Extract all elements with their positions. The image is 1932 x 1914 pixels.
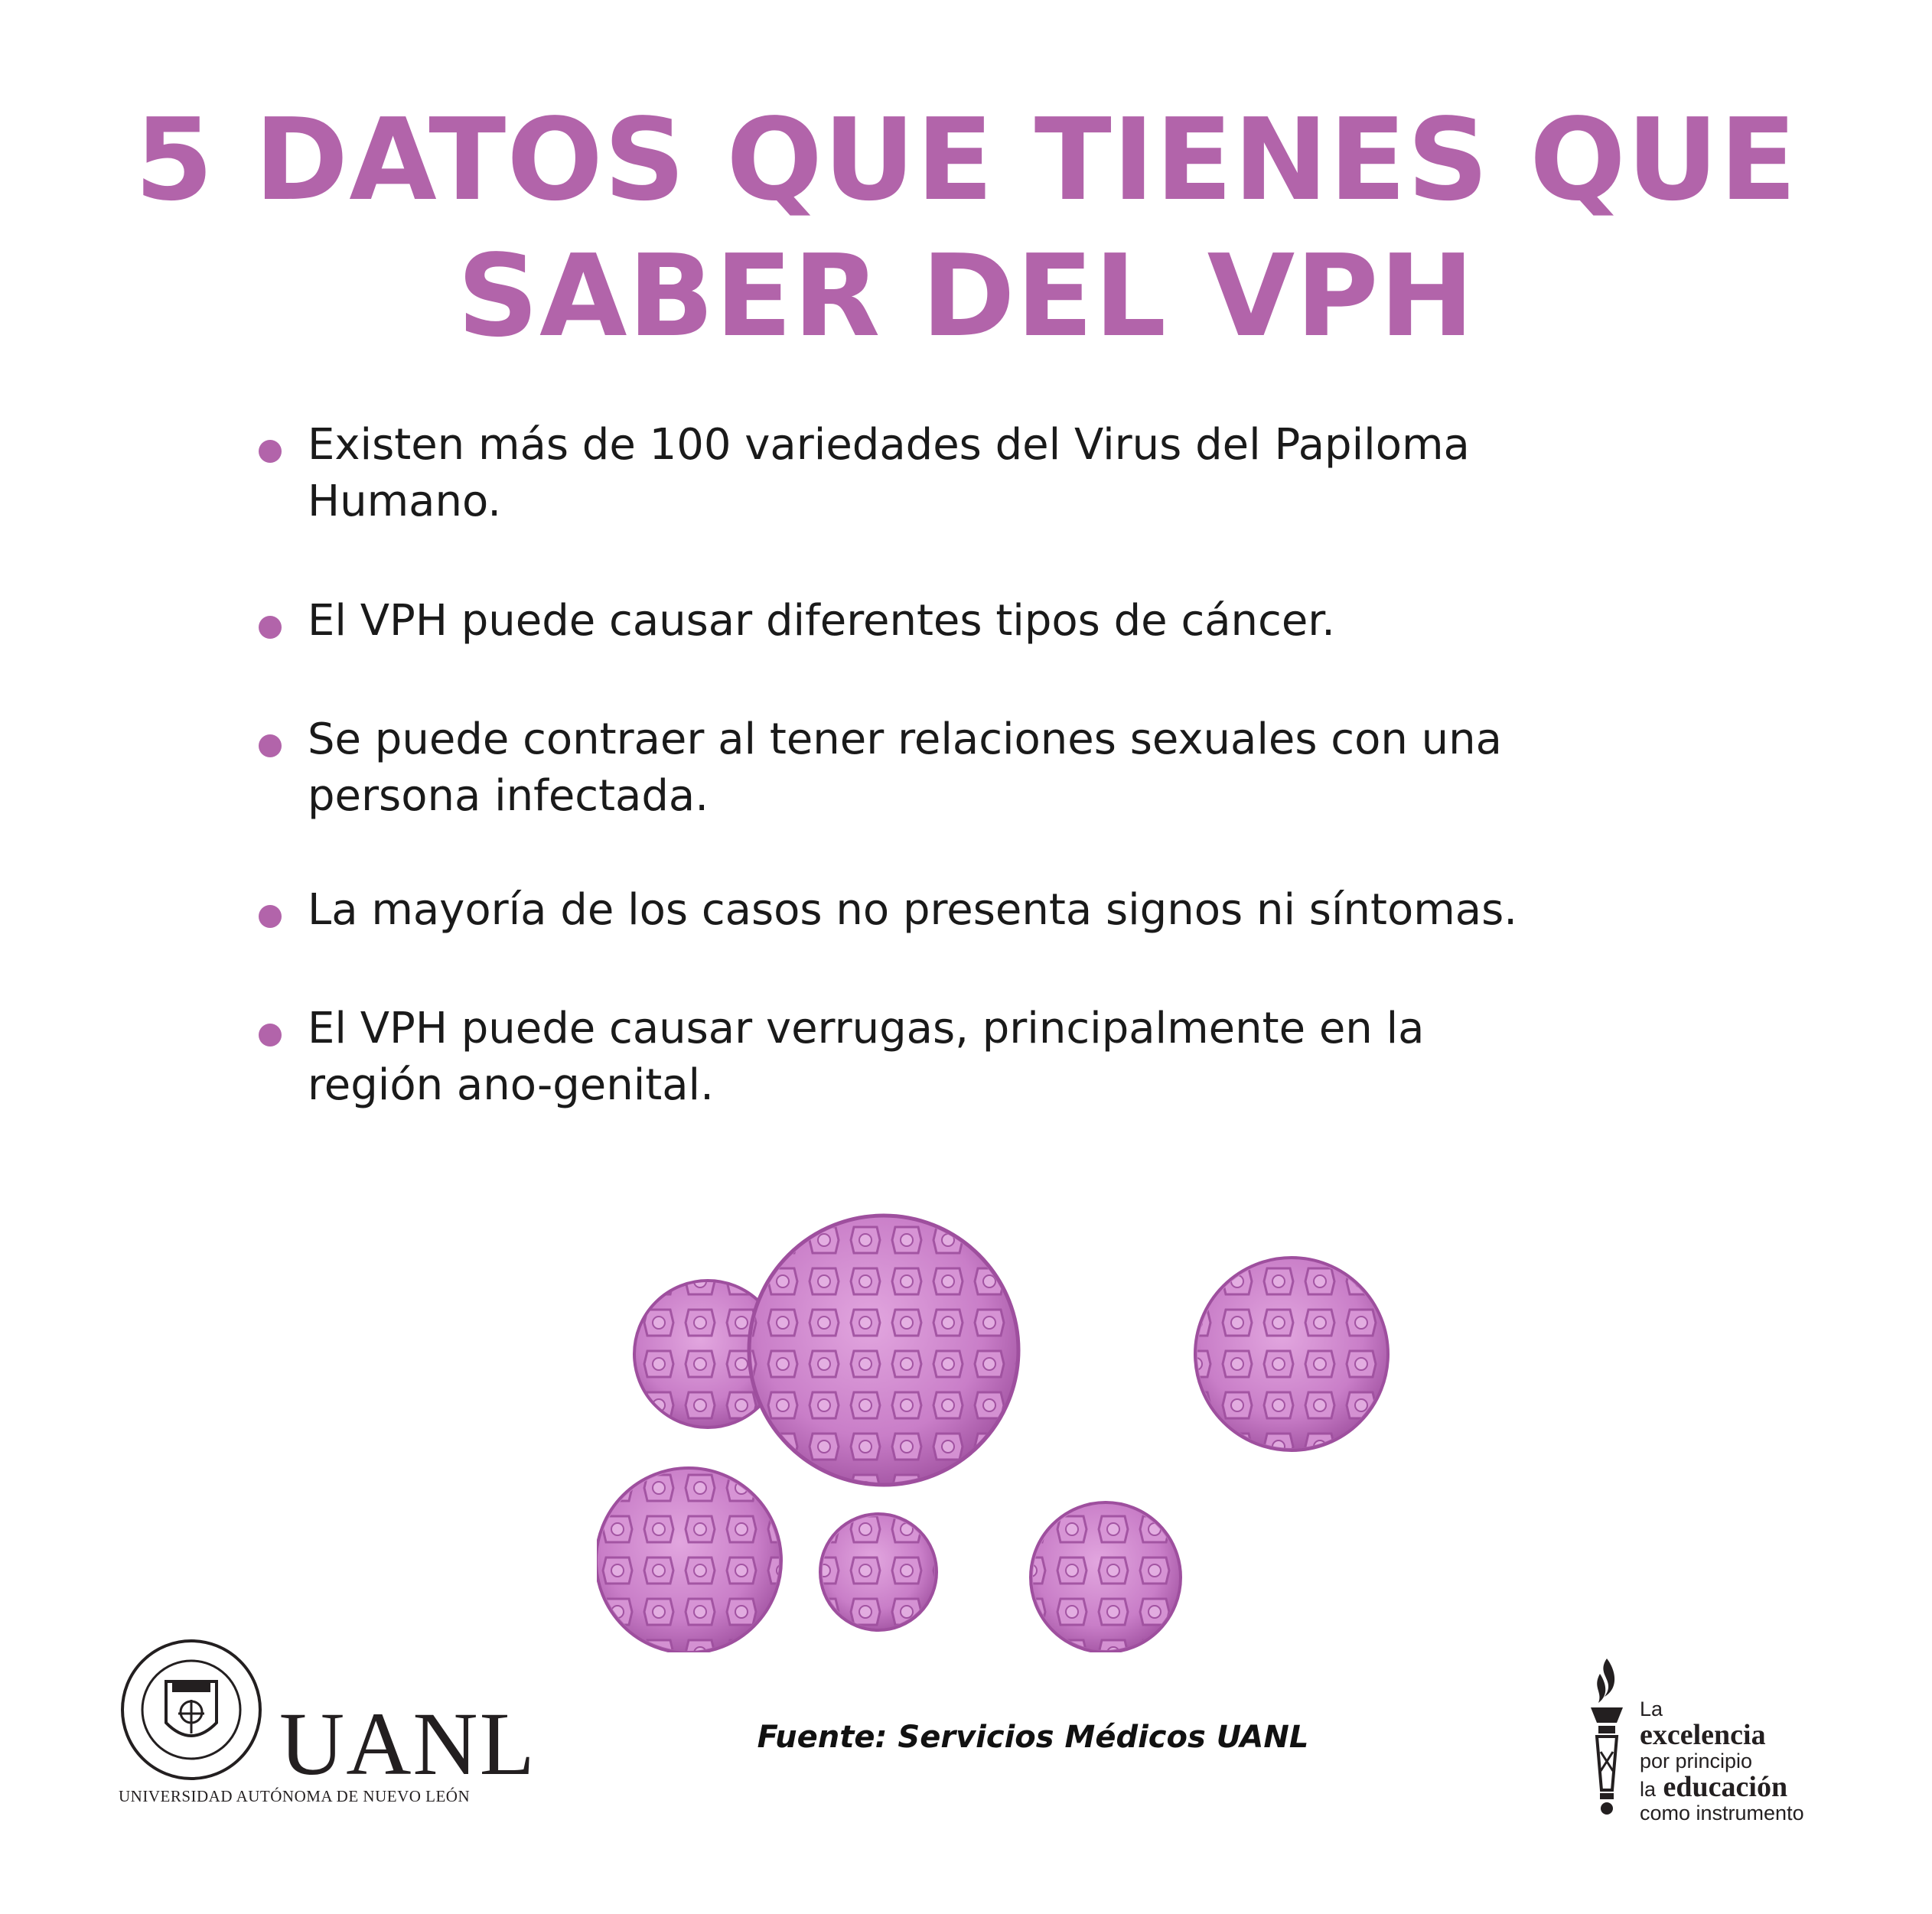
uanl-logo <box>119 1637 536 1821</box>
fact-line: El VPH puede causar diferentes tipos de cáncer. <box>308 596 1335 646</box>
fact-text <box>308 593 1700 649</box>
fact-line: El VPH puede causar verrugas, principalmente en la <box>308 1004 1425 1053</box>
fact-line: Se puede contraer al tener relaciones sexuales con una <box>308 714 1502 764</box>
uanl-full-name: UNIVERSIDAD AUTÓNOMA DE NUEVO LEÓN <box>119 1787 471 1805</box>
motto-logo <box>1580 1652 1855 1824</box>
uanl-seal-icon <box>119 1637 264 1782</box>
motto-por-principio: por principio <box>1640 1750 1753 1772</box>
title-line-1: 5 DATOS QUE TIENES QUE <box>134 94 1798 226</box>
bullet-dot-icon <box>259 1024 282 1047</box>
fact-line: persona infectada. <box>308 771 709 821</box>
page-title <box>0 92 1932 364</box>
motto-la: La <box>1640 1698 1663 1720</box>
fact-line: Humano. <box>308 477 502 526</box>
bullet-dot-icon <box>259 905 282 928</box>
motto-text <box>1640 1698 1804 1824</box>
title-line-2: SABER DEL VPH <box>457 230 1475 362</box>
fact-line: La mayoría de los casos no presenta signos ni síntomas. <box>308 885 1518 935</box>
bullet-dot-icon <box>259 616 282 639</box>
bullet-dot-icon <box>259 734 282 757</box>
motto-la-2: la <box>1640 1778 1657 1801</box>
fact-line: región ano-genital. <box>308 1060 714 1110</box>
source-citation: Fuente: Servicios Médicos UANL <box>757 1720 1309 1755</box>
motto-como-instrumento: como instrumento <box>1640 1802 1804 1824</box>
uanl-wordmark: UANL <box>279 1694 536 1794</box>
bullet-dot-icon <box>259 440 282 463</box>
virus-particle-icon <box>1195 1258 1388 1450</box>
fact-text <box>308 1001 1700 1114</box>
virus-particle-icon <box>749 1216 1018 1485</box>
motto-educacion: educación <box>1663 1771 1788 1803</box>
fact-text <box>308 711 1700 825</box>
motto-excelencia: excelencia <box>1640 1719 1766 1751</box>
torch-icon <box>1580 1652 1634 1821</box>
virus-particle-icon <box>1031 1502 1181 1652</box>
fact-text <box>308 882 1700 939</box>
virus-illustration <box>597 1178 1408 1652</box>
fact-line: Existen más de 100 variedades del Virus del Papiloma <box>308 420 1470 470</box>
virus-particle-icon <box>597 1468 781 1652</box>
virus-particle-icon <box>820 1514 937 1630</box>
fact-text <box>308 417 1700 530</box>
